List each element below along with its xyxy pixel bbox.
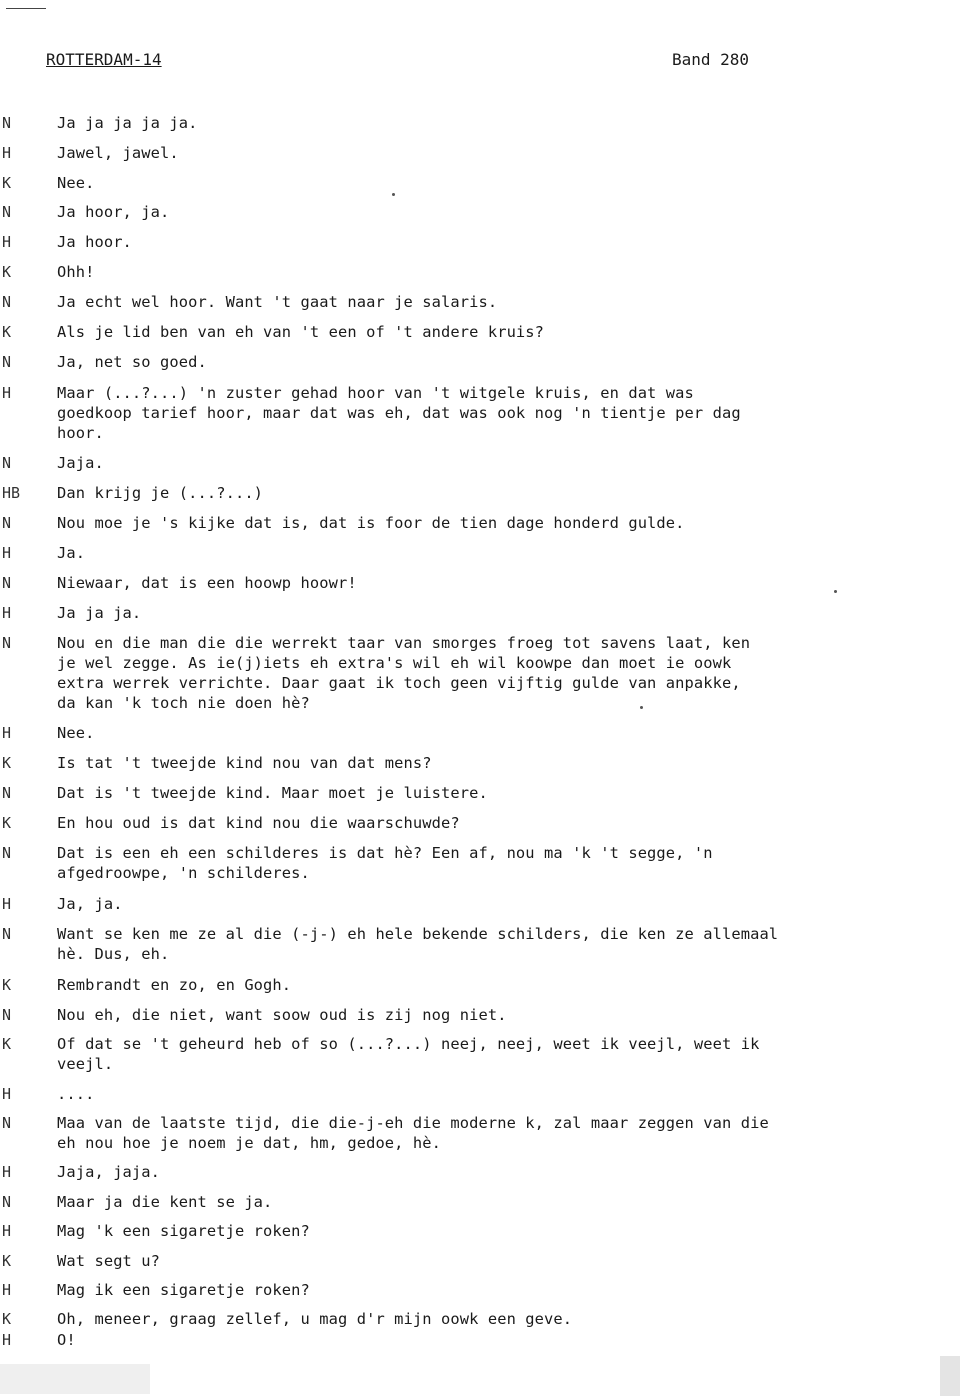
- scan-speck: [834, 590, 837, 593]
- utterance-text: Jawel, jawel.: [57, 144, 179, 162]
- speaker-code: N: [2, 203, 12, 221]
- speaker-code: K: [2, 1035, 12, 1053]
- speaker-code: H: [2, 144, 12, 162]
- utterance-text: Dat is een eh een schilderes is dat hè? Een af, nou ma 'k 't segge, 'n afgedroowpe, 'n schilderes.: [57, 844, 713, 882]
- utterance-text: Of dat se 't geheurd heb of so (...?...) neej, neej, weet ik veejl, weet ik veejl.: [57, 1035, 760, 1073]
- utterance-text: Want se ken me ze al die (-j-) eh hele bekende schilders, die ken ze allemaal hè. Dus, eh.: [57, 925, 779, 963]
- scan-speck: [640, 706, 643, 709]
- speaker-code: H: [2, 544, 12, 562]
- utterance-text: Maar ja die kent se ja.: [57, 1193, 273, 1211]
- speaker-code: N: [2, 114, 12, 132]
- utterance-text: Ja hoor, ja.: [57, 203, 170, 221]
- utterance-text: Nee.: [57, 174, 95, 192]
- utterance-text: Rembrandt en zo, en Gogh.: [57, 976, 292, 994]
- speaker-code: N: [2, 844, 12, 862]
- document-title: ROTTERDAM-14: [46, 50, 162, 69]
- utterance-text: Mag 'k een sigaretje roken?: [57, 1222, 310, 1240]
- speaker-code: N: [2, 784, 12, 802]
- speaker-code: N: [2, 293, 12, 311]
- speaker-code: N: [2, 514, 12, 532]
- speaker-code: H: [2, 1085, 12, 1103]
- speaker-code: H: [2, 1222, 12, 1240]
- speaker-code: HB: [2, 484, 21, 502]
- utterance-text: Nou moe je 's kijke dat is, dat is foor de tien dage honderd gulde.: [57, 514, 685, 532]
- utterance-text: Oh, meneer, graag zellef, u mag d'r mijn oowk een geve.: [57, 1310, 573, 1328]
- speaker-code: N: [2, 634, 12, 652]
- speaker-code: N: [2, 1114, 12, 1132]
- utterance-text: Als je lid ben van eh van 't een of 't andere kruis?: [57, 323, 545, 341]
- utterance-text: Jaja, jaja.: [57, 1163, 161, 1181]
- utterance-text: Jaja.: [57, 454, 104, 472]
- utterance-text: Nee.: [57, 724, 95, 742]
- speaker-code: N: [2, 925, 12, 943]
- speaker-code: K: [2, 976, 12, 994]
- speaker-code: K: [2, 754, 12, 772]
- utterance-text: Ja ja ja ja ja.: [57, 114, 198, 132]
- utterance-text: O!: [57, 1331, 76, 1349]
- speaker-code: H: [2, 233, 12, 251]
- speaker-code: H: [2, 724, 12, 742]
- speaker-code: H: [2, 895, 12, 913]
- utterance-text: Dan krijg je (...?...): [57, 484, 264, 502]
- speaker-code: K: [2, 1252, 12, 1270]
- speaker-code: K: [2, 174, 12, 192]
- speaker-code: N: [2, 574, 12, 592]
- utterance-text: Maar (...?...) 'n zuster gehad hoor van 't witgele kruis, en dat was goedkoop tarief hoor, maar dat was eh, dat was ook nog 'n tientje per dag hoor.: [57, 384, 741, 442]
- utterance-text: Dat is 't tweejde kind. Maar moet je luistere.: [57, 784, 488, 802]
- scan-noise: [0, 1356, 966, 1396]
- scan-mark: [6, 8, 46, 9]
- speaker-code: N: [2, 1193, 12, 1211]
- speaker-code: H: [2, 1163, 12, 1181]
- utterance-text: Ja, net so goed.: [57, 353, 207, 371]
- speaker-code: N: [2, 353, 12, 371]
- speaker-code: K: [2, 814, 12, 832]
- utterance-text: Nou en die man die die werrekt taar van smorges froeg tot savens laat, ken je wel zegge. As ie(j)iets eh extra's wil eh wil koowpe dan moet ie oowk extra werrek verrichte. Daar gaat ik toch geen vijftig gulde van anpakke, da kan 'k toch nie doen hè?: [57, 634, 751, 712]
- speaker-code: K: [2, 323, 12, 341]
- utterance-text: En hou oud is dat kind nou die waarschuwde?: [57, 814, 460, 832]
- scan-speck: [392, 193, 395, 196]
- utterance-text: ....: [57, 1085, 95, 1103]
- speaker-code: H: [2, 604, 12, 622]
- utterance-text: Is tat 't tweejde kind nou van dat mens?: [57, 754, 432, 772]
- utterance-text: Maa van de laatste tijd, die die-j-eh die moderne k, zal maar zeggen van die eh nou hoe je noem je dat, hm, gedoe, hè.: [57, 1114, 769, 1152]
- utterance-text: Ja, ja.: [57, 895, 123, 913]
- speaker-code: K: [2, 1310, 12, 1328]
- utterance-text: Wat segt u?: [57, 1252, 161, 1270]
- speaker-code: N: [2, 454, 12, 472]
- utterance-text: Niewaar, dat is een hoowp hoowr!: [57, 574, 357, 592]
- speaker-code: H: [2, 384, 12, 402]
- tape-number: Band 280: [672, 50, 750, 69]
- utterance-text: Ja ja ja.: [57, 604, 142, 622]
- utterance-text: Mag ik een sigaretje roken?: [57, 1281, 310, 1299]
- utterance-text: Ja.: [57, 544, 86, 562]
- speaker-code: H: [2, 1331, 12, 1349]
- utterance-text: Ja echt wel hoor. Want 't gaat naar je salaris.: [57, 293, 498, 311]
- speaker-code: H: [2, 1281, 12, 1299]
- speaker-code: K: [2, 263, 12, 281]
- utterance-text: Ja hoor.: [57, 233, 132, 251]
- speaker-code: N: [2, 1006, 12, 1024]
- utterance-text: Nou eh, die niet, want soow oud is zij nog niet.: [57, 1006, 507, 1024]
- utterance-text: Ohh!: [57, 263, 95, 281]
